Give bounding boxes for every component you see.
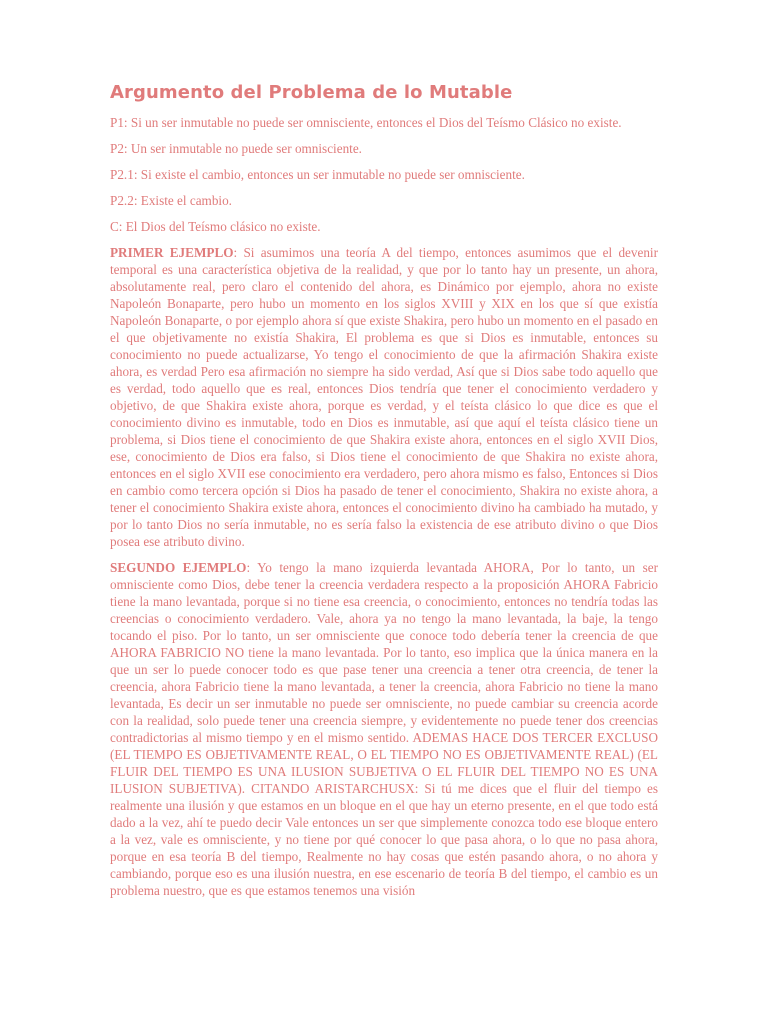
premise-p1: P1: Si un ser inmutable no puede ser omnisciente, entonces el Dios del Teísmo Clásico no existe.	[110, 115, 622, 130]
second-example-paragraph	[110, 559, 658, 899]
second-example-text: : Yo tengo la mano izquierda levantada AHORA, Por lo tanto, un ser omnisciente como Dios, debe tener la creencia verdadera respecto a la proposición AHORA Fabricio tiene la mano levantada, porque si no tiene esa creencia, o conocimiento, entonces no tendría todas las creencias o conocimiento verdadero. Vale, ahora ya no tengo la mano levantada, la baje, la tengo tocando el piso. Por lo tanto, un ser omnisciente que conoce todo debería tener la creencia de que AHORA FABRICIO NO tiene la mano levantada. Por lo tanto, eso implica que la única manera en la que un ser lo puede conocer todo es que pase tener una creencia a tener otra creencia, de tener la creencia, ahora Fabricio tiene la mano levantada, a tener la creencia, ahora Fabricio no tiene la mano levantada, Es decir un ser inmutable no puede ser omnisciente, no puede cambiar su creencia acorde con la realidad, solo puede tener una creencia siempre, y evidentemente no puede tener dos creencias contradictorias al mismo tiempo y en el mismo sentido. ADEMAS HACE DOS TERCER EXCLUSO (EL TIEMPO ES OBJETIVAMENTE REAL, O EL TIEMPO NO ES OBJETIVAMENTE REAL) (EL FLUIR DEL TIEMPO ES UNA ILUSION SUBJETIVA O EL FLUIR DEL TIEMPO NO ES UNA ILUSION SUBJETIVA). CITANDO ARISTARCHUSX: Si tú me dices que el fluir del tiempo es realmente una ilusión y que estamos en un bloque en el que hay un eterno presente, en el que todo está dado a la vez, ahí te puedo decir Vale entonces un ser que simplemente conozca todo ese bloque entero a la vez, vale es omnisciente, y no tiene por qué conocer lo que pasa ahora, o lo que no pasa ahora, porque en esa teoría B del tiempo, Realmente no hay cosas que estén pasando ahora, o no ahora y cambiando, porque eso es una ilusión nuestra, en ese escenario de teoría B del tiempo, el cambio es un problema nuestro, que es que estamos tenemos una visión	[110, 560, 658, 898]
document-title: Argumento del Problema de lo Mutable	[110, 82, 513, 103]
premise-p2-2: P2.2: Existe el cambio.	[110, 193, 232, 208]
first-example-heading: PRIMER EJEMPLO	[110, 245, 234, 260]
conclusion: C: El Dios del Teísmo clásico no existe.	[110, 219, 321, 234]
document-page	[110, 80, 658, 908]
second-example-heading: SEGUNDO EJEMPLO	[110, 560, 247, 575]
first-example-text: : Si asumimos una teoría A del tiempo, entonces asumimos que el devenir temporal es una característica objetiva de la realidad, y que por lo tanto hay un presente, un ahora, absolutamente real, pero claro el contenido del ahora, es Dinámico por ejemplo, ahora no existe Napoleón Bonaparte, pero hubo un momento en los siglos XVIII y XIX en los que sí que existía Napoleón Bonaparte, o por ejemplo ahora sí que existe Shakira, pero hubo un momento en el pasado en el que objetivamente no existía Shakira, El problema es que si Dios es inmutable, entonces su conocimiento no puede actualizarse, Yo tengo el conocimiento de que la afirmación Shakira existe ahora, es verdad Pero esa afirmación no siempre ha sido verdad, Así que si Dios sabe todo aquello que es verdad, todo aquello que es real, entonces Dios tendría que tener el conocimiento verdadero y objetivo, de que Shakira existe ahora, porque es verdad, y el teísta clásico lo que dice es que el conocimiento divino es inmutable, todo en Dios es inmutable, así que aquí el teísta clásico tiene un problema, si Dios tiene el conocimiento de que Shakira existe ahora, entonces en el siglo XVII Dios, ese, conocimiento de Dios era falso, si Dios tiene el conocimiento de que Shakira no existe ahora, entonces en el siglo XVII ese conocimiento era verdadero, pero ahora mismo es falso, Entonces si Dios en cambio como tercera opción si Dios ha pasado de tener el conocimiento, Shakira no existe ahora, a tener el conocimiento Shakira existe ahora, entonces el conocimiento divino ha cambiado ha mutado, y por lo tanto Dios no sería inmutable, no es sería falso la existencia de ese atributo divino o que Dios posea ese atributo divino.	[110, 245, 658, 549]
premise-p2-1: P2.1: Si existe el cambio, entonces un ser inmutable no puede ser omnisciente.	[110, 167, 525, 182]
first-example-paragraph	[110, 244, 658, 550]
premise-p2: P2: Un ser inmutable no puede ser omnisciente.	[110, 141, 362, 156]
